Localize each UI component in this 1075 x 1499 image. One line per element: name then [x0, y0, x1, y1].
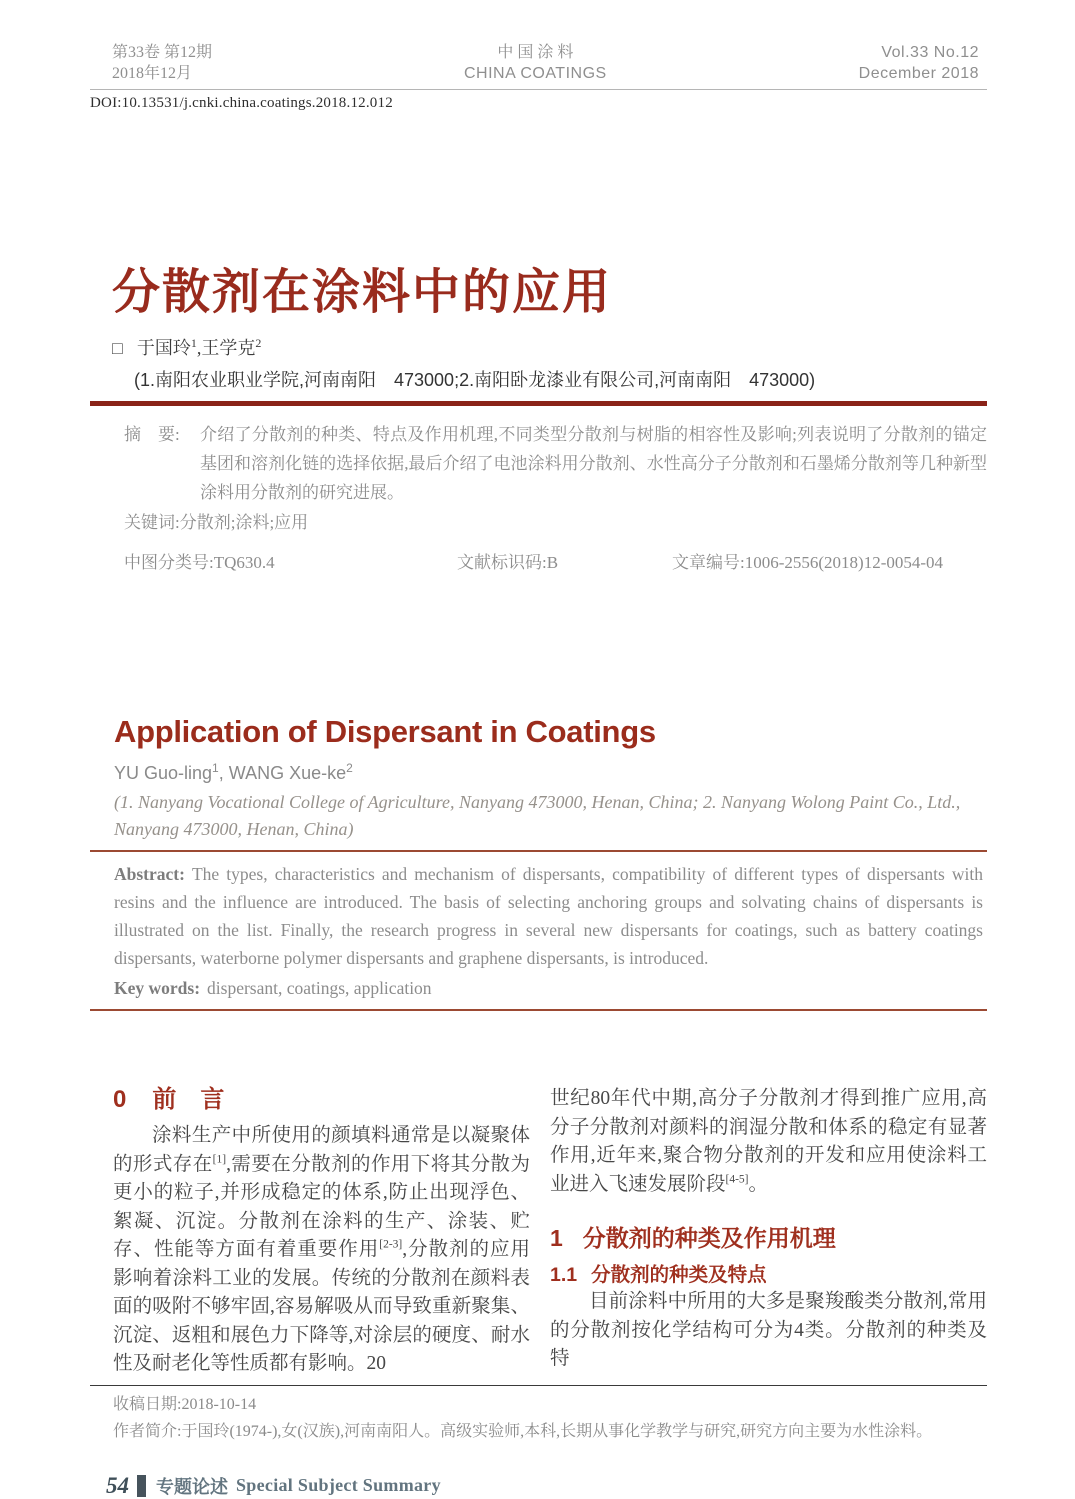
author-en-superscript-2: 2 — [346, 761, 353, 775]
footer-section-cn: 专题论述 — [156, 1476, 228, 1497]
section-0-number: 0 — [113, 1086, 127, 1113]
keywords-en — [114, 974, 987, 1002]
clc-number: 中图分类号:TQ630.4 — [124, 553, 275, 572]
abstract-cn — [124, 420, 987, 507]
section-1-1-heading — [550, 1262, 987, 1288]
article-title-en: Application of Dispersant in Coatings — [114, 714, 656, 749]
authors-en — [114, 761, 987, 784]
document-code: 文献标识码:B — [457, 553, 559, 572]
intro-paragraph — [113, 1122, 530, 1379]
abstract-cn-label: 摘 要: — [124, 425, 180, 444]
section-1-heading — [550, 1223, 987, 1253]
keywords-en-text: dispersant, coatings, application — [207, 978, 432, 998]
affiliation-en: (1. Nanyang Vocational College of Agriculture, Nanyang 473000, Henan, China; 2. Nanyang Wolong Paint Co., Ltd., Nanyang 473000, Henan, China) — [114, 792, 961, 839]
reference-marker-3: [4-5] — [725, 1173, 749, 1185]
reference-marker-1: [1] — [212, 1153, 227, 1165]
author-marker-icon: □ — [112, 338, 123, 358]
author-superscript-1: 1 — [190, 336, 197, 350]
journal-header — [112, 42, 979, 84]
intro-segment-2: ,需要在分散剂的作用下将其分散为更小的粒子,并形成稳定的体系,防止出现浮色、絮凝、沉淀。分散剂在涂料的生产、涂装、贮存、性能等方面有着重要作用 — [113, 1153, 530, 1260]
author-en-superscript-1: 1 — [212, 761, 219, 775]
keywords-cn — [124, 510, 987, 536]
footnote-received-date: 收稿日期:2018-10-14 — [113, 1395, 257, 1413]
abstract-en — [114, 860, 983, 972]
intro-segment-3: ,分散剂的应用影响着涂料工业的发展。传统的分散剂在颜料表面的吸附不够牢固,容易解吸从而导致重新聚集、沉淀、返粗和展色力下降等,对涂层的硬度、耐水性及耐老化等性质都有影响。20 — [113, 1239, 530, 1374]
journal-volume-cn: 第33卷 第12期 — [112, 44, 213, 61]
journal-date-cn: 2018年12月 — [112, 65, 193, 82]
author-name-1: 于国玲 — [136, 338, 191, 358]
section-1-1-paragraph: 目前涂料中所用的大多是聚羧酸类分散剂,常用的分散剂按化学结构可分为4类。分散剂的种类及特 — [550, 1291, 987, 1369]
header-center — [464, 42, 607, 84]
authors-cn — [112, 334, 987, 360]
article-number: 文章编号:1006-2556(2018)12-0054-04 — [672, 553, 944, 572]
intro-segment-1: 涂料生产中所使用的颜填料通常是以凝聚体的形式存在 — [113, 1125, 530, 1175]
author-en-separator: , — [218, 763, 229, 783]
intro-cont-segment-1: 世纪80年代中期,高分子分散剂才得到推广应用,高分子分散剂对颜料的润湿分散和体系的稳定有显著作用,近年来,聚合物分散剂的开发和应用使涂料工业进入飞速发展阶段 — [550, 1088, 987, 1195]
journal-date-en: December 2018 — [858, 65, 979, 82]
article-meta-row — [90, 548, 987, 574]
author-superscript-2: 2 — [255, 336, 262, 350]
header-divider — [90, 89, 987, 90]
body-column-right — [550, 1085, 987, 1379]
section-0-title: 前 言 — [152, 1086, 225, 1113]
doi-line: DOI:10.13531/j.cnki.china.coatings.2018.12.012 — [90, 95, 393, 111]
journal-volume-en: Vol.33 No.12 — [881, 44, 979, 61]
reference-marker-2: [2-3] — [379, 1238, 403, 1251]
article-title-cn: 分散剂在涂料中的应用 — [112, 266, 613, 319]
section-1-title: 分散剂的种类及作用机理 — [582, 1225, 836, 1251]
footer-section-en: Special Subject Summary — [236, 1475, 441, 1495]
body-column-left — [113, 1085, 530, 1379]
abstract-en-text: The types, characteristics and mechanism of dispersants, compatibility of different types of dispersants with resins and the influence are introduced. The basis of selecting anchoring groups and solvating chains of dispersants is illustrated on the list. Finally, the research progress in several new dispersants for coatings, such as battery coatings dispersants, waterborne polymer dispersants and graphene dispersants, is introduced. — [114, 864, 983, 968]
keywords-cn-text: 分散剂;涂料;应用 — [179, 513, 309, 532]
journal-title-en: CHINA COATINGS — [463, 65, 607, 82]
title-divider-bar — [90, 401, 987, 406]
footnote-divider — [90, 1385, 987, 1386]
keywords-cn-label: 关键词: — [124, 513, 180, 532]
author-separator: , — [196, 338, 202, 358]
affiliation-cn: (1.南阳农业职业学院,河南南阳 473000;2.南阳卧龙漆业有限公司,河南南阳 473000) — [134, 370, 816, 390]
section-1-1-title: 分散剂的种类及特点 — [591, 1264, 767, 1286]
footnote-block — [113, 1393, 987, 1443]
footer-bar-icon — [137, 1475, 146, 1497]
section-1-number: 1 — [550, 1225, 563, 1251]
section-1-1-number: 1.1 — [550, 1264, 578, 1286]
journal-title-cn: 中 国 涂 料 — [497, 44, 574, 61]
page-footer — [106, 1473, 987, 1499]
abstract-divider-bottom — [90, 1009, 987, 1011]
author-en-name-2: WANG Xue-ke — [228, 763, 347, 783]
keywords-en-label: Key words: — [114, 978, 201, 998]
header-left — [112, 42, 212, 84]
intro-paragraph-continued — [550, 1085, 987, 1199]
intro-cont-segment-2: 。 — [748, 1173, 769, 1195]
footer-page-number: 54 — [106, 1472, 129, 1498]
section-0-heading — [113, 1085, 530, 1115]
abstract-divider-top — [90, 850, 987, 852]
author-name-2: 王学克 — [201, 338, 256, 358]
abstract-cn-text: 介绍了分散剂的种类、特点及作用机理,不同类型分散剂与树脂的相容性及影响;列表说明了分散剂的锚定基团和溶剂化链的选择依据,最后介绍了电池涂料用分散剂、水性高分子分散剂和石墨烯分散剂等几种新型涂料用分散剂的研究进展。 — [200, 425, 987, 502]
author-en-name-1: YU Guo-ling — [114, 763, 213, 783]
body-columns — [113, 1085, 987, 1379]
footnote-author-bio: 作者简介:于国玲(1974-),女(汉族),河南南阳人。高级实验师,本科,长期从事化学教学与研究,研究方向主要为水性涂料。 — [113, 1422, 933, 1440]
header-right — [859, 42, 979, 84]
abstract-en-label: Abstract: — [114, 864, 185, 884]
